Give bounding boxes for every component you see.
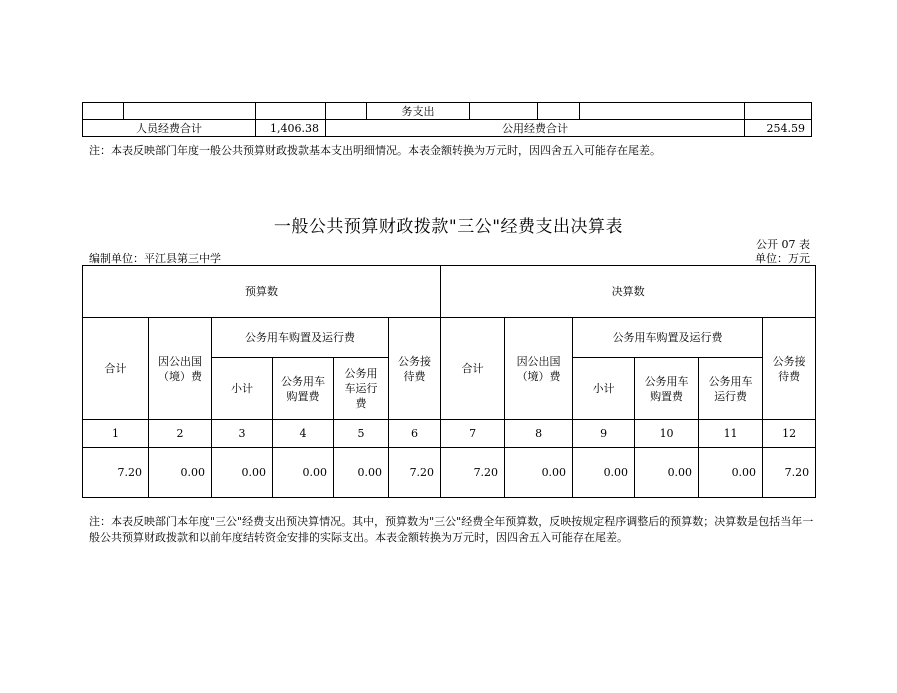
budget-purchase-header: 公务用车 购置费: [273, 358, 334, 420]
budget-header: 预算数: [83, 266, 441, 318]
value-cell: 0.00: [334, 448, 389, 498]
index-cell: 7: [441, 420, 505, 448]
final-operation-header: 公务用车 运行费: [699, 358, 763, 420]
index-cell: 9: [573, 420, 635, 448]
value-cell: 7.20: [763, 448, 816, 498]
public-total-value: 254.59: [745, 120, 812, 137]
budget-subtotal-header: 小计: [212, 358, 273, 420]
table-cell: 务支出: [367, 103, 470, 120]
personnel-total-value: 1,406.38: [256, 120, 326, 137]
index-cell: 8: [505, 420, 573, 448]
value-cell: 0.00: [149, 448, 212, 498]
personnel-total-label: 人员经费合计: [83, 120, 256, 137]
index-cell: 2: [149, 420, 212, 448]
value-cell: 7.20: [441, 448, 505, 498]
final-total-header: 合计: [441, 318, 505, 420]
basic-expenditure-table-fragment: [82, 102, 812, 137]
value-cell: 0.00: [635, 448, 699, 498]
value-cell: 0.00: [573, 448, 635, 498]
index-cell: 11: [699, 420, 763, 448]
values-row: [83, 448, 816, 498]
index-cell: 3: [212, 420, 273, 448]
index-cell: 5: [334, 420, 389, 448]
table-row: [83, 120, 812, 137]
header-row: [83, 318, 816, 358]
final-subtotal-header: 小计: [573, 358, 635, 420]
index-cell: 6: [389, 420, 441, 448]
three-public-expenses-table: [82, 265, 816, 498]
final-purchase-header: 公务用车 购置费: [635, 358, 699, 420]
final-reception-header: 公务接 待费: [763, 318, 816, 420]
header-row: [83, 266, 816, 318]
value-cell: 0.00: [212, 448, 273, 498]
form-code: 公开 07 表: [756, 238, 810, 251]
budget-vehicle-header: 公务用车购置及运行费: [212, 318, 389, 358]
value-cell: 0.00: [505, 448, 573, 498]
final-abroad-header: 因公出国 （境）费: [505, 318, 573, 420]
budget-total-header: 合计: [83, 318, 149, 420]
value-cell: 7.20: [389, 448, 441, 498]
value-cell: 0.00: [699, 448, 763, 498]
currency-unit: 单位：万元: [755, 252, 810, 265]
index-cell: 4: [273, 420, 334, 448]
table-row: [83, 103, 812, 120]
value-cell: 0.00: [273, 448, 334, 498]
page-title: 一般公共预算财政拨款"三公"经费支出决算表: [273, 217, 624, 237]
budget-abroad-header: 因公出国 （境）费: [149, 318, 212, 420]
value-cell: 7.20: [83, 448, 149, 498]
final-header: 决算数: [441, 266, 816, 318]
top-footnote: 注：本表反映部门年度一般公共预算财政拨款基本支出明细情况。本表金额转换为万元时，因四舍五入可能存在尾差。: [89, 144, 661, 157]
final-vehicle-header: 公务用车购置及运行费: [573, 318, 763, 358]
index-row: [83, 420, 816, 448]
reporting-unit: 编制单位：平江县第三中学: [89, 252, 221, 265]
index-cell: 12: [763, 420, 816, 448]
bottom-footnote: 注：本表反映部门本年度"三公"经费支出预决算情况。其中，预算数为"三公"经费全年预算数，反映按规定程序调整后的预算数；决算数是包括当年一般公共预算财政拨款和以前年度结转资金安排的实际支出。本表金额转换为万元时，因四舍五入可能存在尾差。: [89, 515, 814, 544]
index-cell: 1: [83, 420, 149, 448]
budget-reception-header: 公务接 待费: [389, 318, 441, 420]
public-total-label: 公用经费合计: [326, 120, 745, 137]
budget-operation-header: 公务用 车运行 费: [334, 358, 389, 420]
index-cell: 10: [635, 420, 699, 448]
